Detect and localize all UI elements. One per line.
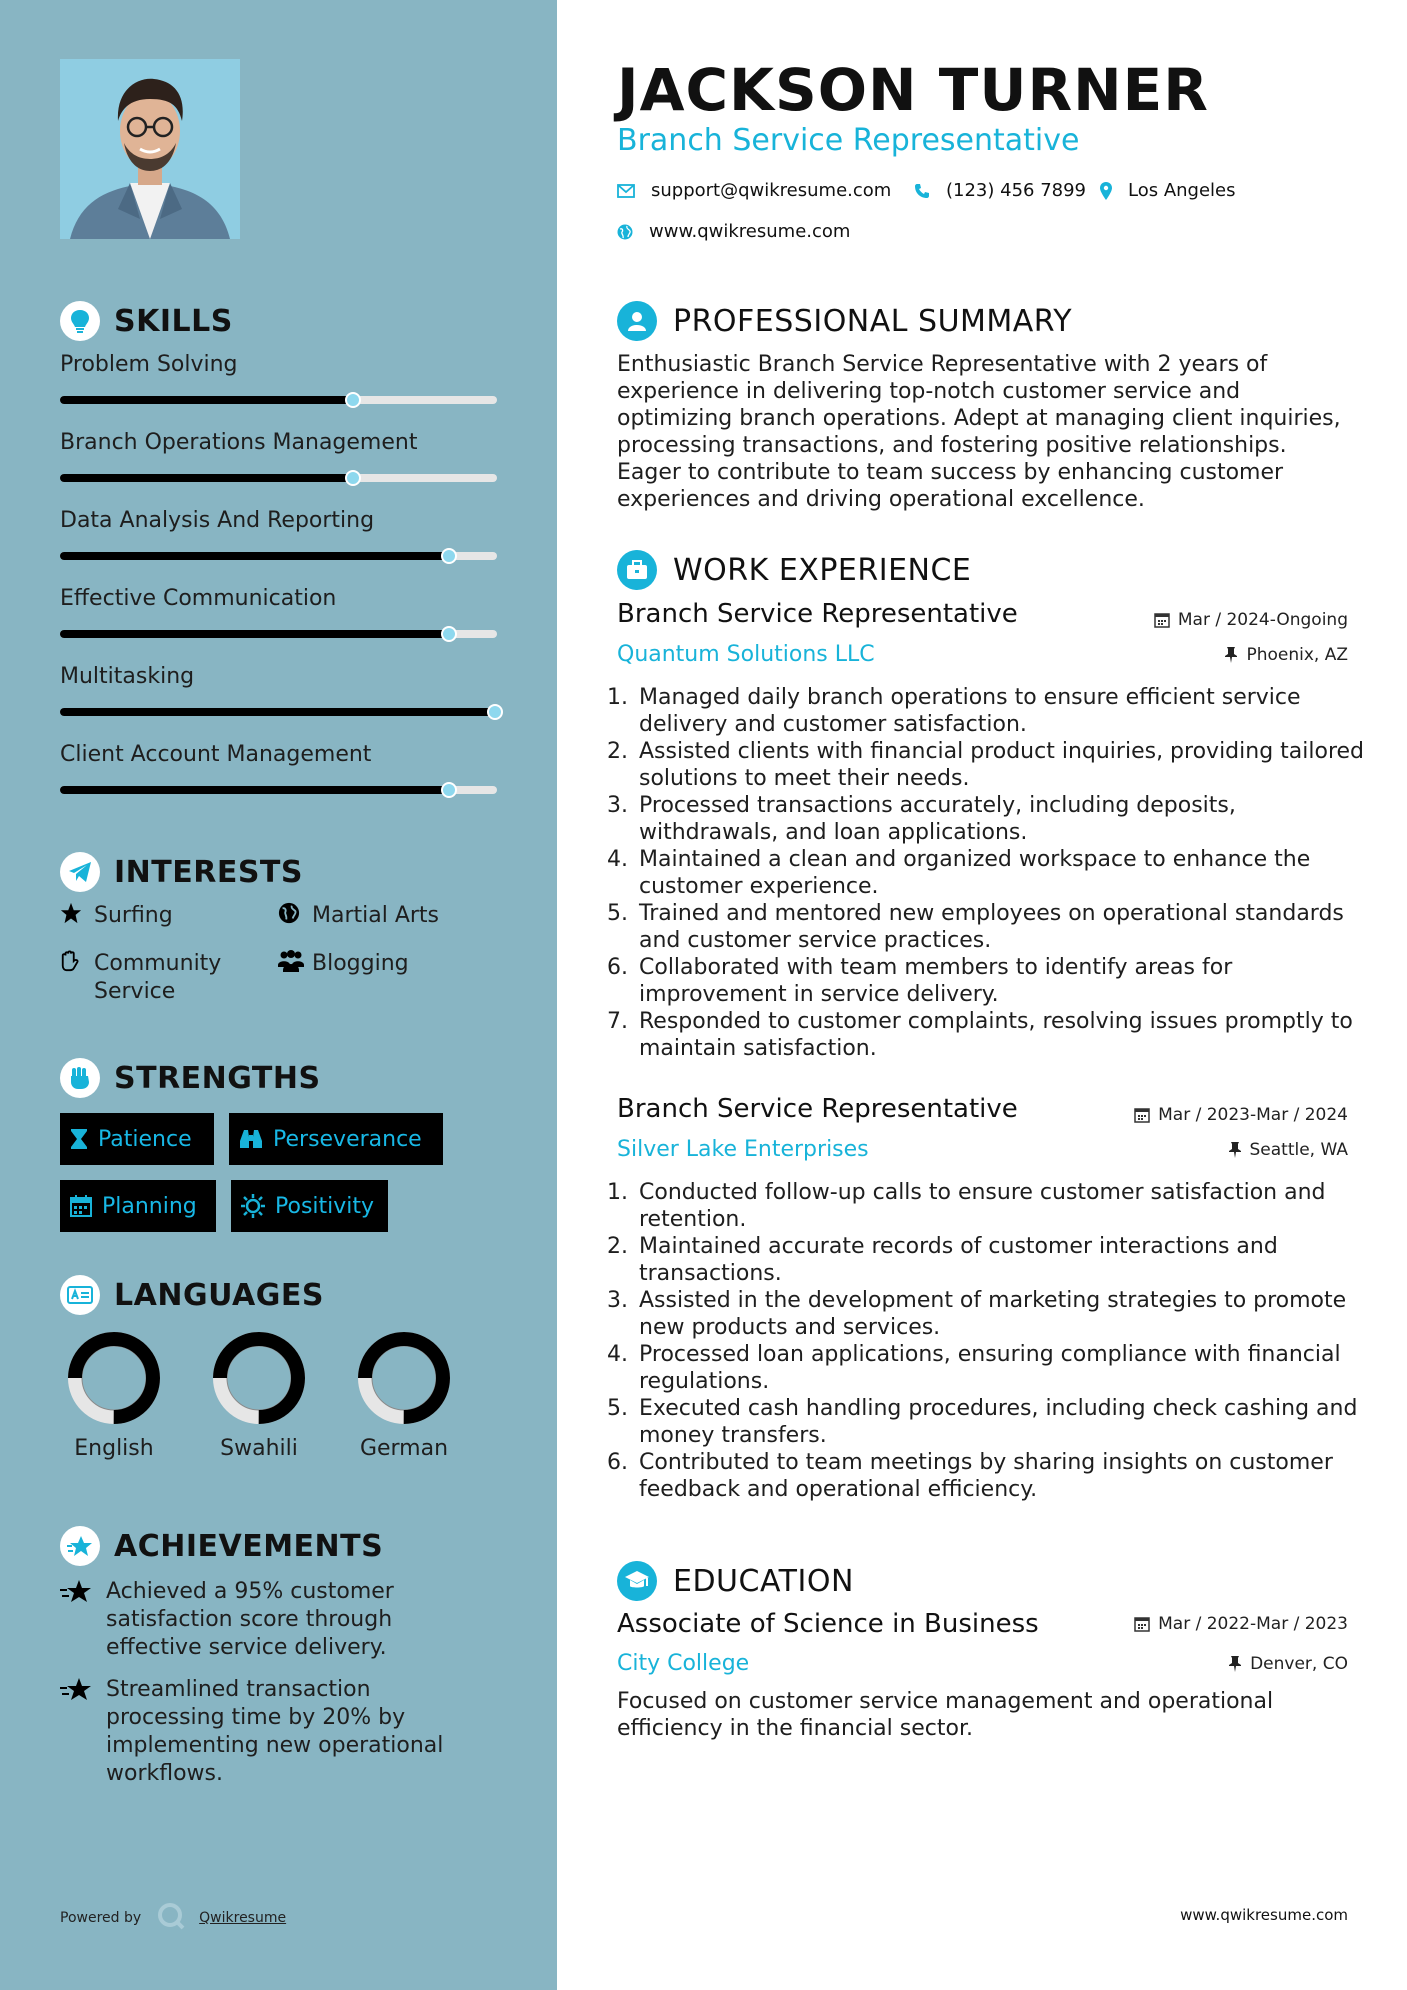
star-badge-icon <box>60 1676 106 1788</box>
strength-label: Positivity <box>275 1193 375 1219</box>
language-item <box>344 1330 464 1461</box>
binoculars-icon <box>239 1129 263 1149</box>
language-label: German <box>359 1436 449 1461</box>
language-label: English <box>74 1436 154 1461</box>
contact-website[interactable] <box>617 221 850 242</box>
skill-bar-fill <box>60 474 353 482</box>
skill-label: Client Account Management <box>60 742 372 767</box>
job-location <box>1228 1140 1349 1160</box>
skill-bar-fill <box>60 708 497 716</box>
website-text: www.qwikresume.com <box>649 221 851 242</box>
skill-bar-track <box>60 552 497 560</box>
qwikresume-link[interactable]: Qwikresume <box>199 1910 287 1926</box>
degree-title: Associate of Science in Business <box>617 1609 1039 1639</box>
pushpin-icon <box>1228 1142 1242 1158</box>
responsibility-item: 6. Contributed to team meetings by sharing insights on customer feedback and operational efficiency. <box>635 1449 1370 1503</box>
skill-bar-track <box>60 708 497 716</box>
skill-label: Data Analysis And Reporting <box>60 508 375 533</box>
calendar-icon <box>1134 1616 1150 1632</box>
star-icon <box>60 902 94 932</box>
education-section-title <box>617 1561 854 1601</box>
job-title: Branch Service Representative <box>617 599 1018 629</box>
skill-label: Multitasking <box>60 664 195 689</box>
job-responsibilities <box>617 1179 1370 1503</box>
responsibility-item: 6. Collaborated with team members to identify areas for improvement in service delivery. <box>635 954 1370 1008</box>
hand-icon <box>60 950 94 1006</box>
achievement-text: Streamlined transaction processing time by 20% by implementing new operational workflows. <box>106 1677 444 1786</box>
interest-label: Blogging <box>312 951 409 976</box>
skill-bar-fill <box>60 552 449 560</box>
responsibility-item: 3. Processed transactions accurately, including deposits, withdrawals, and loan applications. <box>635 792 1370 846</box>
calendar-icon <box>1134 1107 1150 1123</box>
strength-label: Perseverance <box>273 1126 422 1152</box>
responsibility-item: 2. Maintained accurate records of customer interactions and transactions. <box>635 1233 1370 1287</box>
interest-label: Community Service <box>94 951 222 1004</box>
skill-bar-fill <box>60 396 353 404</box>
job-location-text: Seattle, WA <box>1249 1140 1348 1160</box>
strength-label: Patience <box>98 1126 192 1152</box>
strength-badge <box>229 1113 443 1165</box>
interest-item <box>278 950 409 980</box>
skill-bar-fill <box>60 630 449 638</box>
skill-bar-knob <box>345 392 361 408</box>
job-location-text: Phoenix, AZ <box>1246 645 1348 665</box>
language-ring <box>356 1330 452 1426</box>
skills-section-title <box>60 301 233 341</box>
user-icon <box>617 301 657 341</box>
strength-badge <box>60 1180 216 1232</box>
job-dates <box>1134 1105 1348 1125</box>
achievement-text: Achieved a 95% customer satisfaction score through effective service delivery. <box>106 1579 394 1660</box>
responsibility-item: 4. Processed loan applications, ensuring compliance with financial regulations. <box>635 1341 1370 1395</box>
strengths-heading: STRENGTHS <box>114 1060 321 1096</box>
skill-bar-knob <box>441 626 457 642</box>
phone-icon <box>914 183 930 199</box>
skill-bar-knob <box>345 470 361 486</box>
interest-item <box>60 902 173 932</box>
powered-by-label: Powered by <box>60 1910 142 1926</box>
star-badge-icon <box>60 1526 100 1566</box>
fist-icon <box>60 1058 100 1098</box>
lightbulb-icon <box>60 301 100 341</box>
location-text: Los Angeles <box>1128 180 1236 201</box>
powered-by <box>60 1902 286 1934</box>
interest-item <box>60 950 260 1006</box>
skill-bar-track <box>60 396 497 404</box>
skill-bar-knob <box>487 704 503 720</box>
hourglass-icon <box>70 1128 88 1150</box>
skill-item <box>60 586 500 611</box>
qwikresume-logo-icon <box>157 1902 185 1934</box>
sun-icon <box>241 1194 265 1218</box>
email-text: support@qwikresume.com <box>651 180 892 201</box>
experience-section-title <box>617 550 971 590</box>
job-dates-text: Mar / 2024-Ongoing <box>1177 610 1348 630</box>
achievements-section-title <box>60 1526 383 1566</box>
map-pin-icon <box>1100 182 1112 200</box>
job-dates <box>1154 610 1348 630</box>
company-name: Quantum Solutions LLC <box>617 642 875 667</box>
skill-bar-fill <box>60 786 449 794</box>
skill-label: Branch Operations Management <box>60 430 418 455</box>
skill-bar-knob <box>441 548 457 564</box>
globe-icon <box>278 902 312 932</box>
pushpin-icon <box>1228 1656 1242 1672</box>
languages-section-title <box>60 1275 324 1315</box>
graduation-cap-icon <box>617 1561 657 1601</box>
phone-text: (123) 456 7899 <box>946 180 1087 201</box>
contact-email[interactable] <box>617 180 891 201</box>
responsibility-item: 5. Executed cash handling procedures, including check cashing and money transfers. <box>635 1395 1370 1449</box>
interest-label: Martial Arts <box>312 903 440 928</box>
language-item <box>199 1330 319 1461</box>
summary-text: Enthusiastic Branch Service Representative with 2 years of experience in delivering top-notch customer service and optimizing branch operations. Adept at managing client inquiries, processing transactions, and fostering positive relationships. Eager to contribute to team success by enhancing customer experiences and driving operational excellence. <box>617 352 1341 512</box>
education-dates <box>1134 1614 1348 1634</box>
footer-website[interactable]: www.qwikresume.com <box>1180 1906 1348 1924</box>
candidate-name: JACKSON TURNER <box>617 56 1209 124</box>
envelope-icon <box>617 184 635 198</box>
experience-heading: WORK EXPERIENCE <box>673 552 972 588</box>
achievements-heading: ACHIEVEMENTS <box>114 1528 384 1564</box>
skill-label: Problem Solving <box>60 352 238 377</box>
education-dates-text: Mar / 2022-Mar / 2023 <box>1158 1614 1348 1634</box>
responsibility-item: 1. Managed daily branch operations to ensure efficient service delivery and customer satisfaction. <box>635 684 1370 738</box>
language-item <box>54 1330 174 1461</box>
languages-heading: LANGUAGES <box>114 1277 324 1313</box>
skill-item <box>60 664 500 689</box>
interests-heading: INTERESTS <box>114 854 303 890</box>
education-heading: EDUCATION <box>673 1563 854 1599</box>
interest-item <box>278 902 439 932</box>
job-title: Branch Service Representative <box>617 1094 1018 1124</box>
job-responsibilities <box>617 684 1370 1062</box>
school-name: City College <box>617 1651 750 1676</box>
education-location <box>1228 1654 1348 1674</box>
responsibility-item: 5. Trained and mentored new employees on operational standards and customer service practices. <box>635 900 1370 954</box>
skill-item <box>60 508 500 533</box>
pushpin-icon <box>1224 647 1238 663</box>
calendar-icon <box>70 1195 92 1217</box>
education-location-text: Denver, CO <box>1250 1654 1348 1674</box>
star-badge-icon <box>60 1578 106 1662</box>
summary-heading: PROFESSIONAL SUMMARY <box>673 303 1073 339</box>
achievement-item <box>60 1676 480 1788</box>
language-ring <box>211 1330 307 1426</box>
strengths-section-title <box>60 1058 321 1098</box>
language-ring <box>66 1330 162 1426</box>
contact-location <box>1100 180 1236 201</box>
achievement-item <box>60 1578 480 1662</box>
skills-heading: SKILLS <box>114 303 233 339</box>
skill-bar-knob <box>441 782 457 798</box>
job-dates-text: Mar / 2023-Mar / 2024 <box>1158 1105 1348 1125</box>
company-name: Silver Lake Enterprises <box>617 1137 869 1162</box>
summary-section-title <box>617 301 1072 341</box>
candidate-role: Branch Service Representative <box>617 123 1080 158</box>
responsibility-item: 1. Conducted follow-up calls to ensure customer satisfaction and retention. <box>635 1179 1370 1233</box>
responsibility-item: 4. Maintained a clean and organized workspace to enhance the customer experience. <box>635 846 1370 900</box>
skill-item <box>60 742 500 767</box>
education-description: Focused on customer service management and operational efficiency in the financial sector. <box>617 1689 1274 1741</box>
skill-label: Effective Communication <box>60 586 337 611</box>
skill-bar-track <box>60 474 497 482</box>
strength-badge <box>60 1113 214 1165</box>
strength-label: Planning <box>102 1193 197 1219</box>
job-location <box>1224 645 1348 665</box>
language-card-icon <box>60 1275 100 1315</box>
profile-photo <box>60 59 240 239</box>
skill-bar-track <box>60 786 497 794</box>
users-icon <box>278 950 312 980</box>
briefcase-icon <box>617 550 657 590</box>
language-label: Swahili <box>220 1436 298 1461</box>
contact-phone[interactable] <box>914 180 1086 201</box>
globe-icon <box>617 224 633 240</box>
responsibility-item: 2. Assisted clients with financial product inquiries, providing tailored solutions to meet their needs. <box>635 738 1370 792</box>
skill-item <box>60 352 500 377</box>
skill-bar-track <box>60 630 497 638</box>
responsibility-item: 3. Assisted in the development of marketing strategies to promote new products and services. <box>635 1287 1370 1341</box>
paper-plane-icon <box>60 852 100 892</box>
interest-label: Surfing <box>94 903 173 928</box>
calendar-icon <box>1154 612 1170 628</box>
responsibility-item: 7. Responded to customer complaints, resolving issues promptly to maintain satisfaction. <box>635 1008 1370 1062</box>
interests-section-title <box>60 852 303 892</box>
strength-badge <box>231 1180 388 1232</box>
skill-item <box>60 430 500 455</box>
